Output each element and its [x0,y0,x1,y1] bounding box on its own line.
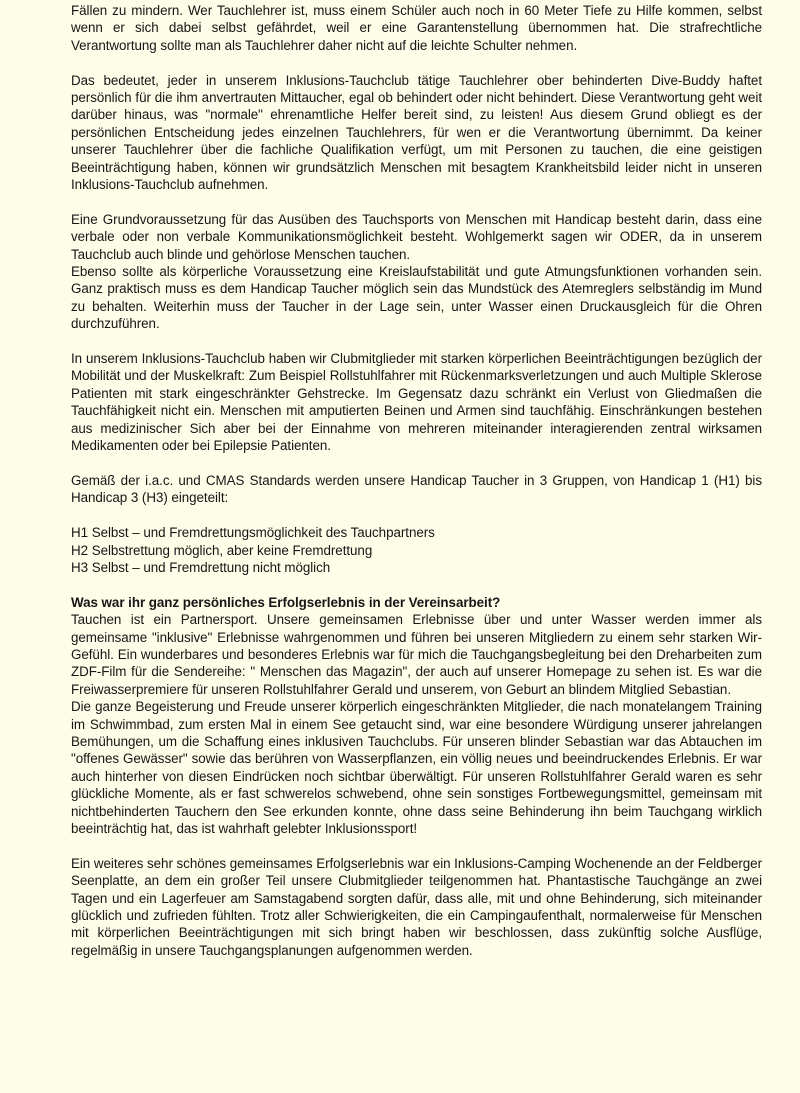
paragraph-spacer [71,576,762,593]
paragraph-communication-requirement: Eine Grundvoraussetzung für das Ausüben des Tauchsports von Menschen mit Handicap besteht darin, dass eine verbale oder non verbale Kommunikationsmöglichkeit besteht. Wohlgemerkt sagen wir ODER, da in unserem Tauchclub auch blinde und gehörlose Menschen tauchen. [71,211,762,262]
paragraph-handicap-standards: Gemäß der i.a.c. und CMAS Standards werden unsere Handicap Taucher in 3 Gruppen, von Handicap 1 (H1) bis Handicap 3 (H3) eingeteilt: [71,472,762,506]
handicap-group-h2: H2 Selbstrettung möglich, aber keine Fremdrettung [71,542,373,558]
answer-paragraph-open-water-premiere: Die ganze Begeisterung und Freude unserer körperlich eingeschränkten Mitglieder, die nach monatelangem Training im Schwimmbad, zum ersten Mal in einem See getaucht sind, war eine besondere Würdigung unserer jahrelangen Bemühungen, um die Schaffung eines inklusiven Tauchclubs. Für unseren blinder Sebastian war das Abtauchen im "offenes Gewässer" sowie das berühren von Wasserpflanzen, ein völlig neues und beeindruckendes Erlebnis. Er war auch hinterher von diesen Eindrücken noch sichtbar überwältigt. Für unseren Rollstuhlfahrer Gerald waren es sehr glückliche Momente, als er fast schwerelos schwebend, ohne sein sonstiges Fortbewegungsmittel, gemeinsam mit nichtbehinderten Tauchern den See erkunden konnte, ohne dass seine Behinderung ihn beim Tauchgang wirklich beeinträchtig hat, das ist wahrhaft gelebter Inklusionssport! [71,699,762,836]
handicap-group-h3: H3 Selbst – und Fremdrettung nicht möglich [71,559,331,575]
paragraph-spacer [71,455,762,472]
paragraph-diving-instructor-liability: Fällen zu mindern. Wer Tauchlehrer ist, muss einem Schüler auch noch in 60 Meter Tiefe zu Hilfe kommen, selbst wenn er sich dabei selbst gefährdet, weil er eine Garantenstellung übernommen hat. Die strafrechtliche Verantwortung sollte man als Tauchlehrer daher nicht auf die leichte Schulter nehmen. [71,3,762,53]
handicap-group-h1: H1 Selbst – und Fremdrettungsmöglichkeit des Tauchpartners [71,525,435,541]
answer-paragraph-camping-weekend: Ein weiteres sehr schönes gemeinsames Erfolgserlebnis war ein Inklusions-Camping Wochenende an der Feldberger Seenplatte, an dem ein großer Teil unsere Clubmitglieder teilgenommen hat. Phantastische Tauchgänge an zwei Tagen und ein Lagerfeuer am Samstagabend sorgten dafür, dass alle, mit und ohne Behinderung, sich miteinander glücklich und zufrieden fühlten. Trotz aller Schwierigkeiten, die ein Campingaufenthalt, normalerweise für Menschen mit körperlichen Beeinträchtigungen mit sich bringt haben wir beschlossen, dass zukünftig solche Ausflüge, regelmäßig in unsere Tauchgangsplanungen aufgenommen werden. [71,855,762,958]
paragraph-spacer [71,193,762,210]
paragraph-personal-responsibility: Das bedeutet, jeder in unserem Inklusions-Tauchclub tätige Tauchlehrer ober behinderten Dive-Buddy haftet persönlich für die ihm anvertrauten Mittaucher, egal ob behindert oder nicht behindert. Diese Verantwortung geht weit darüber hinaus, was "normale" ehrenamtliche Helfer bereit sind, zu leisten! Aus diesem Grund obliegt es der persönlichen Entscheidung jedes einzelnen Tauchlehrers, für wen er die Verantwortung übernimmt. Da keiner unserer Tauchlehrer über die fachliche Qualifikation verfügt, um mit Personen zu tauchen, die eine geistigen Beeinträchtigung haben, können wir grundsätzlich Menschen mit besagtem Krankheitsbild leider nicht in unseren Inklusions-Tauchclub aufnehmen. [71,72,762,193]
paragraph-spacer [71,837,762,854]
question-heading: Was war ihr ganz persönliches Erfolgserlebnis in der Vereinsarbeit? [71,594,501,610]
paragraph-club-members-impairments: In unserem Inklusions-Tauchclub haben wir Clubmitglieder mit starken körperlichen Beeinträchtigungen bezüglich der Mobilität und der Muskelkraft: Zum Beispiel Rollstuhlfahrer mit Rückenmarksverletzungen und auch Multiple Sklerose Patienten mit stark eingeschränkter Gehstrecke. Im Gegensatz dazu schränkt ein Verlust von Gliedmaßen die Tauchfähigkeit nicht ein. Menschen mit amputierten Beinen und Armen sind tauchfähig. Einschränkungen bestehen aus medizinischer Sich aber bei der Einnahme von mehreren miteinander interagierenden zentral wirksamen Medikamenten oder bei Epilepsie Patienten. [71,351,762,454]
paragraph-physical-requirements: Ebenso sollte als körperliche Voraussetzung eine Kreislaufstabilität und gute Atmungsfunktionen vorhanden sein. Ganz praktisch muss es dem Handicap Taucher möglich sein das Mundstück des Atemreglers selbständig im Mund zu behalten. Weiterhin muss der Taucher in der Lage sein, unter Wasser einen Druckausgleich für die Ohren durchzuführen. [71,264,762,332]
paragraph-spacer [71,333,762,350]
paragraph-spacer [71,54,762,71]
answer-paragraph-partner-sport: Tauchen ist ein Partnersport. Unsere gemeinsamen Erlebnisse über und unter Wasser werden immer als gemeinsame "inklusive" Erlebnisse wahrgenommen und führen bei unseren Mitgliedern zu einem sehr starken Wir-Gefühl. Ein wunderbares und besonderes Erlebnis war für mich die Tauchgangsbegleitung bei den Dreharbeiten zum ZDF-Film für die Sendereihe: " Menschen das Magazin", der auch auf unserer Homepage zu sehen ist. Es war die Freiwasserpremiere für unseren Rollstuhlfahrer Gerald und unserem, von Geburt an blindem Mitglied Sebastian. [71,612,762,697]
document-body [71,2,762,959]
paragraph-spacer [71,507,762,524]
